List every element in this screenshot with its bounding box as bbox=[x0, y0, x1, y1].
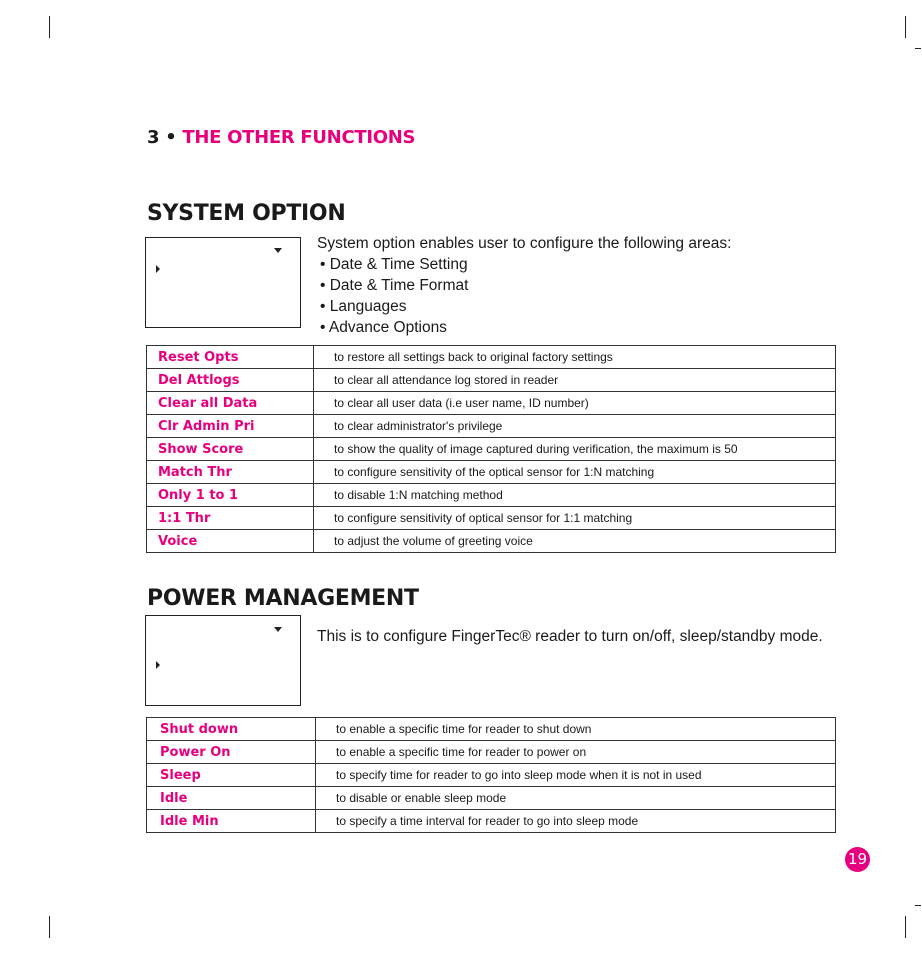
system-option-table bbox=[146, 345, 836, 553]
chapter-title: THE OTHER FUNCTIONS bbox=[182, 127, 416, 148]
menu-cursor-icon bbox=[156, 265, 160, 273]
system-option-intro-text: System option enables user to configure the following areas: bbox=[317, 235, 732, 252]
option-key: Shut down bbox=[147, 718, 316, 741]
list-item: • Date & Time Format bbox=[320, 275, 731, 296]
chapter-separator: • bbox=[165, 127, 177, 148]
option-key: Power On bbox=[147, 741, 316, 764]
table-row bbox=[147, 507, 836, 530]
power-management-table bbox=[146, 717, 836, 833]
power-management-screen-illustration bbox=[145, 615, 301, 706]
option-desc: to clear all attendance log stored in reader bbox=[314, 369, 836, 392]
table-row bbox=[147, 438, 836, 461]
option-desc: to show the quality of image captured during verification, the maximum is 50 bbox=[314, 438, 836, 461]
option-desc: to clear all user data (i.e user name, ID number) bbox=[314, 392, 836, 415]
crop-mark-bottom-right-h bbox=[915, 905, 921, 906]
option-key: Only 1 to 1 bbox=[147, 484, 314, 507]
system-option-title: SYSTEM OPTION bbox=[147, 201, 346, 226]
crop-mark-top-right bbox=[905, 16, 906, 38]
option-desc: to specify a time interval for reader to go into sleep mode bbox=[316, 810, 836, 833]
table-row bbox=[147, 415, 836, 438]
option-key: Idle bbox=[147, 787, 316, 810]
list-item: • Languages bbox=[320, 296, 731, 317]
table-row bbox=[147, 764, 836, 787]
option-key: Idle Min bbox=[147, 810, 316, 833]
menu-cursor-icon bbox=[156, 661, 160, 669]
crop-mark-bottom-left bbox=[49, 916, 50, 938]
page-number-badge: 19 bbox=[845, 847, 870, 872]
option-desc: to configure sensitivity of optical sensor for 1:1 matching bbox=[314, 507, 836, 530]
option-key: Show Score bbox=[147, 438, 314, 461]
dropdown-arrow-icon bbox=[274, 627, 282, 632]
table-row bbox=[147, 718, 836, 741]
option-key: Del Attlogs bbox=[147, 369, 314, 392]
power-management-description: This is to configure FingerTec® reader to turn on/off, sleep/standby mode. bbox=[317, 628, 823, 645]
option-desc: to clear administrator's privilege bbox=[314, 415, 836, 438]
option-key: Clr Admin Pri bbox=[147, 415, 314, 438]
crop-mark-bottom-right bbox=[905, 916, 906, 938]
option-desc: to specify time for reader to go into sleep mode when it is not in used bbox=[316, 764, 836, 787]
system-option-intro bbox=[317, 233, 731, 338]
option-key: 1:1 Thr bbox=[147, 507, 314, 530]
option-key: Match Thr bbox=[147, 461, 314, 484]
dropdown-arrow-icon bbox=[274, 248, 282, 253]
table-row bbox=[147, 369, 836, 392]
crop-mark-top-left bbox=[49, 16, 50, 38]
list-item: • Advance Options bbox=[320, 317, 731, 338]
option-desc: to restore all settings back to original factory settings bbox=[314, 346, 836, 369]
system-option-bullet-list bbox=[317, 254, 731, 338]
option-desc: to adjust the volume of greeting voice bbox=[314, 530, 836, 553]
option-key: Reset Opts bbox=[147, 346, 314, 369]
list-item: • Date & Time Setting bbox=[320, 254, 731, 275]
option-desc: to enable a specific time for reader to power on bbox=[316, 741, 836, 764]
table-row bbox=[147, 484, 836, 507]
option-key: Clear all Data bbox=[147, 392, 314, 415]
table-row bbox=[147, 741, 836, 764]
table-row bbox=[147, 810, 836, 833]
chapter-heading bbox=[147, 127, 415, 148]
system-option-screen-illustration bbox=[145, 237, 301, 328]
chapter-number: 3 bbox=[147, 127, 160, 148]
option-key: Voice bbox=[147, 530, 314, 553]
table-row bbox=[147, 787, 836, 810]
power-management-title: POWER MANAGEMENT bbox=[147, 586, 419, 611]
table-row bbox=[147, 392, 836, 415]
table-row bbox=[147, 346, 836, 369]
option-desc: to enable a specific time for reader to shut down bbox=[316, 718, 836, 741]
option-desc: to disable 1:N matching method bbox=[314, 484, 836, 507]
option-key: Sleep bbox=[147, 764, 316, 787]
crop-mark-top-right-h bbox=[915, 48, 921, 49]
table-row bbox=[147, 461, 836, 484]
table-row bbox=[147, 530, 836, 553]
option-desc: to disable or enable sleep mode bbox=[316, 787, 836, 810]
option-desc: to configure sensitivity of the optical sensor for 1:N matching bbox=[314, 461, 836, 484]
